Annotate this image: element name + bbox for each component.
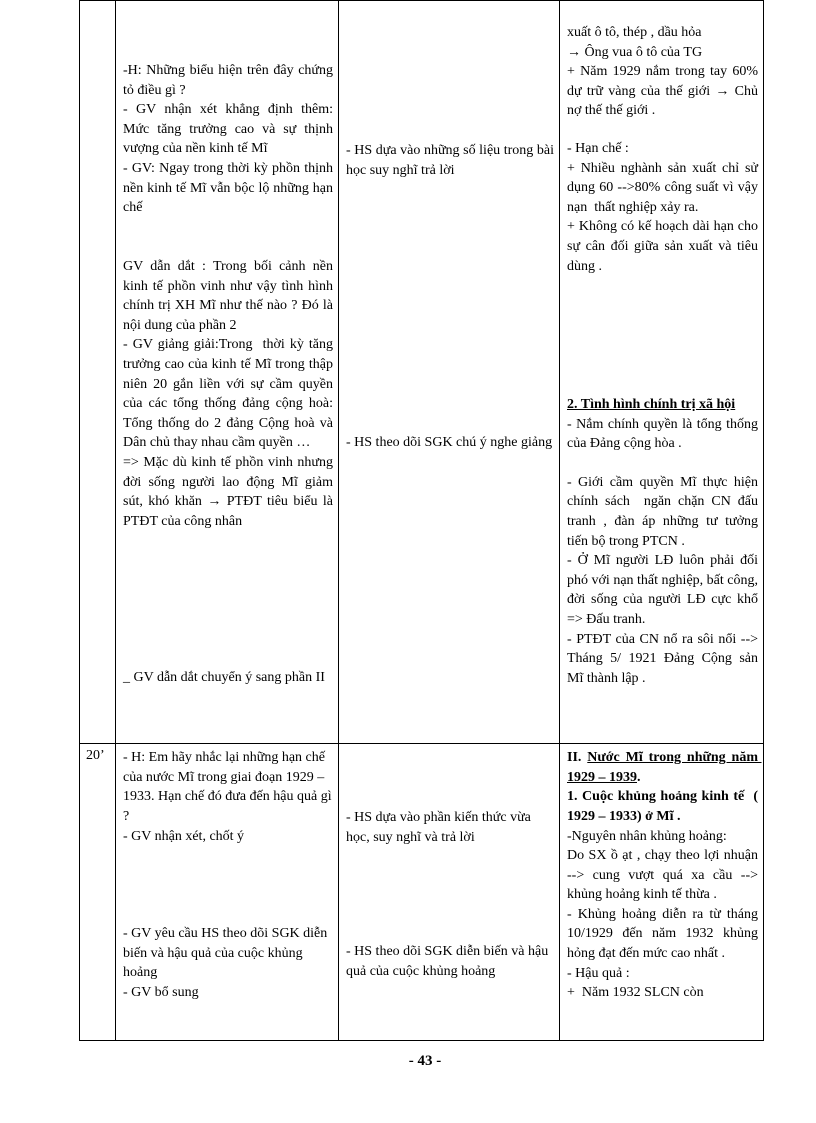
text-line: + Năm 1929 nắm trong tay 60% dự trữ vàng của thế giới → Chủ nợ thế thế giới . bbox=[567, 64, 762, 119]
text-line: _ GV dẫn dắt chuyển ý sang phần II bbox=[123, 670, 325, 685]
time-label: 20’ bbox=[86, 748, 105, 764]
content-politics bbox=[567, 395, 762, 688]
text-line: - GV giảng giải:Trong thời kỳ tăng trưởng cao của kinh tế Mĩ trong thập niên 20 gắn liền với sự cầm quyền của các tổng thống đảng cộng hoà: Tổng thống do 2 đảng Cộng hoà và Dân chủ thay nhau cầm quyền … bbox=[123, 337, 337, 451]
text-line: + Năm 1932 SLCN còn bbox=[567, 985, 704, 1001]
content-cell bbox=[560, 744, 764, 1041]
roman-numeral: II. bbox=[567, 750, 588, 766]
student-activity-cell bbox=[339, 1, 560, 744]
student-activity-cell bbox=[339, 744, 560, 1041]
text-line: - PTĐT của CN nổ ra sôi nổi --> Tháng 5/ 1921 Đảng Cộng sản Mĩ thành lập . bbox=[567, 631, 762, 686]
text-line: - HS dựa vào phần kiến thức vừa học, suy nghĩ và trả lời bbox=[346, 810, 535, 845]
content-cell bbox=[560, 1, 764, 744]
content-top bbox=[567, 23, 762, 121]
lesson-table bbox=[79, 0, 764, 1041]
teacher-block-3 bbox=[123, 668, 333, 688]
section-title: Nước Mĩ trong những năm 1929 – 1939 bbox=[567, 750, 762, 785]
content-limits bbox=[567, 139, 762, 276]
table-row bbox=[80, 1, 764, 744]
text-line: - GV: Ngay trong thời kỳ phồn thịnh nền kinh tế Mĩ vẫn bộc lộ những hạn chế bbox=[123, 160, 337, 216]
text-line: - GV yêu cầu HS theo dõi SGK diễn biến và hậu quả của cuộc khủng hoảng bbox=[123, 926, 331, 981]
text-line: - GV nhận xét khẳng định thêm: Mức tăng trưởng cao và sự thịnh vượng của nền kinh tế Mĩ bbox=[123, 102, 337, 157]
text-line: - H: Em hãy nhắc lại những hạn chế của nước Mĩ trong giai đoạn 1929 – 1933. Hạn chế đó đưa đến hậu quả gì ? bbox=[123, 750, 336, 824]
teacher-block-2 bbox=[123, 924, 333, 1002]
teacher-block-1 bbox=[123, 61, 337, 218]
text-line: - Hạn chế : bbox=[567, 141, 629, 156]
heading-period: . bbox=[637, 769, 641, 785]
text-line: - Hậu quả : bbox=[567, 965, 630, 981]
student-block-2 bbox=[346, 433, 554, 453]
content-main bbox=[567, 748, 765, 1003]
teacher-block-2 bbox=[123, 257, 337, 531]
text-line: + Nhiều nghành sản xuất chỉ sử dụng 60 -->80% công suất vì vậy nạn thất nghiệp xảy ra. bbox=[567, 160, 762, 215]
student-block-2 bbox=[346, 942, 554, 981]
text-line: -Nguyên nhân khủng hoảng: bbox=[567, 828, 727, 844]
section-heading bbox=[567, 748, 762, 787]
teacher-block-1 bbox=[123, 748, 336, 846]
page-number: - 43 - bbox=[408, 1053, 442, 1069]
text-line: → Ông vua ô tô của TG bbox=[567, 44, 703, 60]
text-line: - Ở Mĩ người LĐ luôn phải đối phó với nạn thất nghiệp, bất công, đời sống của người LĐ cực khổ => Đấu tranh. bbox=[567, 553, 762, 627]
text-line: - Nắm chính quyền là tổng thống của Đảng cộng hòa . bbox=[567, 416, 762, 452]
teacher-activity-cell bbox=[116, 744, 339, 1041]
student-block-1 bbox=[346, 141, 558, 180]
time-cell bbox=[80, 744, 116, 1041]
text-line: => Mặc dù kinh tế phồn vinh nhưng đời sống người lao động Mĩ giảm sút, khó khăn → PTĐT tiêu biểu là PTĐT của công nhân bbox=[123, 454, 337, 529]
text-line: - HS theo dõi SGK diễn biến và hậu quả của cuộc khủng hoảng bbox=[346, 944, 552, 979]
time-cell bbox=[80, 1, 116, 744]
text-line: -H: Những biểu hiện trên đây chứng tỏ điều gì ? bbox=[123, 63, 337, 98]
text-line: xuất ô tô, thép , dầu hỏa bbox=[567, 25, 702, 40]
text-line: GV dẫn dắt : Trong bối cảnh nền kinh tế phồn vinh như vậy tình hình chính trị XH Mĩ như thế nào ? Đó là nội dung của phần 2 bbox=[123, 259, 337, 333]
text-line: + Không có kế hoạch dài hạn cho sự cân đối giữa sản xuất và tiêu dùng . bbox=[567, 219, 762, 274]
text-line: - HS dựa vào những số liệu trong bài học suy nghĩ trả lời bbox=[346, 143, 558, 178]
text-line: - GV nhận xét, chốt ý bbox=[123, 828, 245, 844]
table-row bbox=[80, 744, 764, 1041]
text-line: - Khủng hoảng diễn ra từ tháng 10/1929 đến năm 1932 khủng hỏng đạt đến mức cao nhất . bbox=[567, 906, 762, 962]
text-line: Do SX ồ ạt , chạy theo lợi nhuận --> cung vượt quá xa cầu --> khủng hoảng kinh tế thừa . bbox=[567, 848, 765, 903]
text-line: - HS theo dõi SGK chú ý nghe giảng bbox=[346, 435, 553, 450]
section-heading: 2. Tình hình chính trị xã hội bbox=[567, 397, 736, 412]
subsection-heading: 1. Cuộc khủng hoảng kinh tế ( 1929 – 1933) ở Mĩ . bbox=[567, 789, 762, 824]
text-line: - Giới cầm quyền Mĩ thực hiện chính sách ngăn chặn CN đấu tranh , đàn áp những tư tưởng tiến bộ trong PTCN . bbox=[567, 474, 762, 549]
teacher-activity-cell bbox=[116, 1, 339, 744]
text-line: - GV bổ sung bbox=[123, 984, 199, 1000]
student-block-1 bbox=[346, 808, 554, 847]
